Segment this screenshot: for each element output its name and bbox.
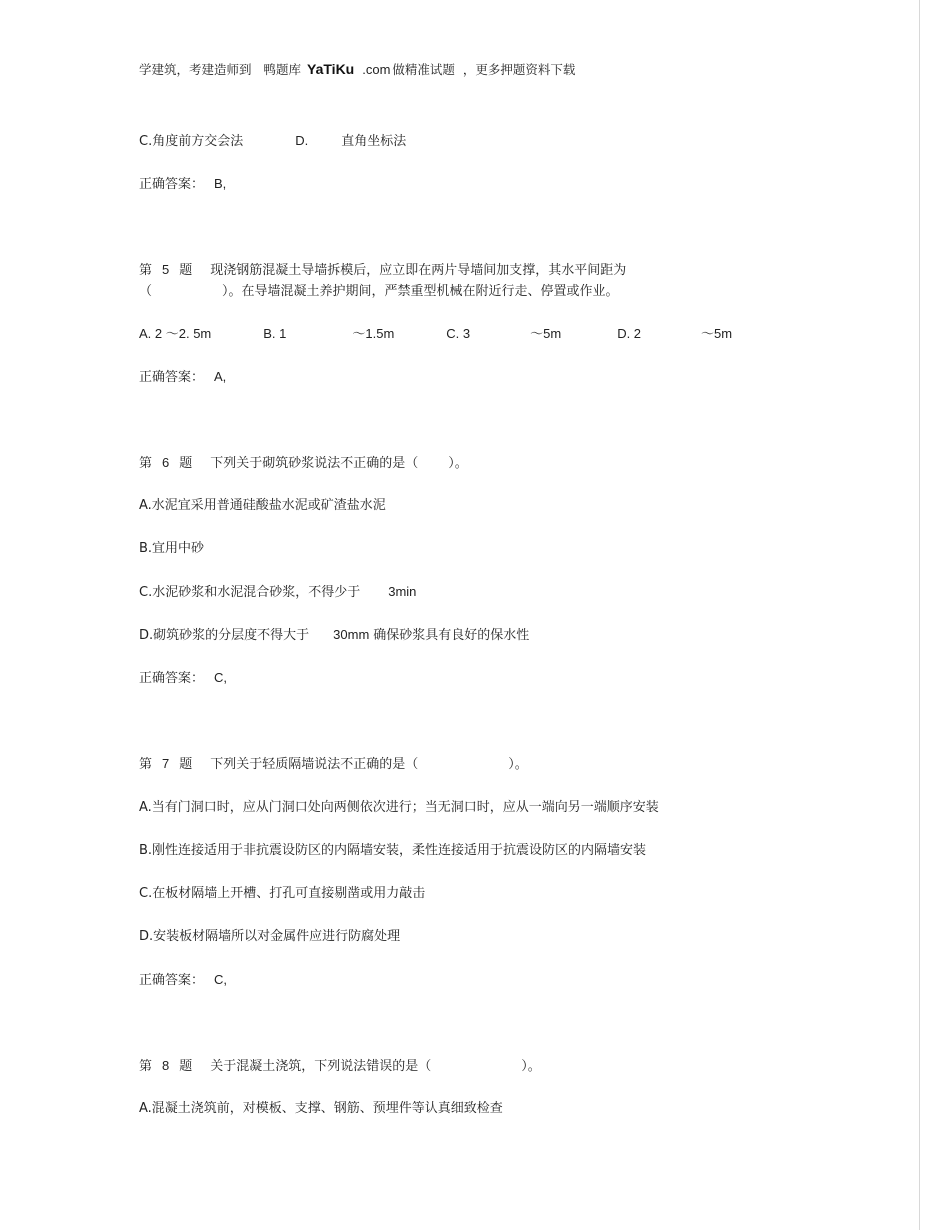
q6-answer-value: C, xyxy=(214,670,228,685)
header-tail: ，更多押题资料下载 xyxy=(462,62,576,77)
q7-stem xyxy=(139,755,528,774)
q8-number-suffix: 题 xyxy=(179,1059,193,1074)
q7-answer xyxy=(139,971,227,990)
q5-stem-rest: ）。在导墙混凝土养护期间，严禁重型机械在附近行走、停置或作业。 xyxy=(222,284,619,299)
q6-stem xyxy=(139,454,468,473)
header-brand: YaTiKu xyxy=(307,61,355,77)
q5-option-d-letter: D. 2 xyxy=(617,326,642,341)
q5-option-c-range: ～5m xyxy=(530,326,562,341)
q8-stem xyxy=(139,1057,541,1076)
page-edge xyxy=(919,0,920,1230)
q6-answer-label: 正确答案： xyxy=(139,671,205,686)
q4-option-d-letter: D. xyxy=(295,133,309,148)
q5-answer-value: A, xyxy=(214,369,227,384)
q6-option-c-value: 3min xyxy=(388,584,417,599)
q6-stem-text: 下列关于砌筑砂浆说法不正确的是（ xyxy=(210,456,419,471)
q8-number-label: 第 xyxy=(139,1059,153,1074)
header-slogan: 做精准试题 xyxy=(392,62,455,77)
q8-stem-text: 关于混凝土浇筑，下列说法错误的是（ xyxy=(210,1059,432,1074)
q5-option-d-range: ～5m xyxy=(701,326,733,341)
q5-stem-open: （ xyxy=(139,284,153,299)
q8-stem-close: ）。 xyxy=(521,1059,541,1074)
q4-answer-value: B, xyxy=(214,176,227,191)
q7-option-b: B.刚性连接适用于非抗震设防区的内隔墙安装，柔性连接适用于抗震设防区的内隔墙安装 xyxy=(139,843,647,858)
q4-options-cd xyxy=(139,132,406,151)
q6-option-d-text: D.砌筑砂浆的分层度不得大于 xyxy=(139,628,310,643)
q6-number-suffix: 题 xyxy=(179,456,193,471)
q7-option-d: D.安装板材隔墙所以对金属件应进行防腐处理 xyxy=(139,929,401,944)
header-site-name: 鸭题库 xyxy=(263,62,302,77)
q6-answer xyxy=(139,669,227,688)
q5-stem-line2 xyxy=(139,283,619,301)
q7-number-label: 第 xyxy=(139,757,153,772)
q6-option-d xyxy=(139,626,529,645)
q7-option-a: A.当有门洞口时，应从门洞口处向两侧依次进行；当无洞口时，应从一端向另一端顺序安装 xyxy=(139,800,659,815)
q4-option-d-text: 直角坐标法 xyxy=(341,134,407,149)
q8-option-a: A.混凝土浇筑前，对模板、支撑、钢筋、预埋件等认真细致检查 xyxy=(139,1101,503,1116)
q6-option-c-text: C.水泥砂浆和水泥混合砂浆，不得少于 xyxy=(139,585,361,600)
q6-option-d-value: 30mm xyxy=(333,627,370,642)
q5-answer xyxy=(139,368,226,387)
q7-option-c: C.在板材隔墙上开槽、打孔可直接剔凿或用力敲击 xyxy=(139,886,426,901)
q4-answer xyxy=(139,175,226,194)
q6-number-label: 第 xyxy=(139,456,153,471)
header-prefix: 学建筑，考建造师到 xyxy=(139,62,252,77)
q5-answer-label: 正确答案： xyxy=(139,370,205,385)
q6-option-a: A.水泥宜采用普通硅酸盐水泥或矿渣盐水泥 xyxy=(139,498,386,513)
q6-stem-close: ）。 xyxy=(448,456,468,471)
q7-stem-close: ）。 xyxy=(508,757,528,772)
q7-answer-value: C, xyxy=(214,972,228,987)
q5-number: 5 xyxy=(162,262,170,277)
q6-option-c xyxy=(139,583,416,602)
page-header xyxy=(139,60,575,79)
q4-answer-label: 正确答案： xyxy=(139,177,205,192)
q7-answer-label: 正确答案： xyxy=(139,973,205,988)
q5-option-c-letter: C. 3 xyxy=(446,326,471,341)
q5-option-a: A. 2 ～2. 5m xyxy=(139,326,212,341)
q7-number-suffix: 题 xyxy=(179,757,193,772)
q6-number: 6 xyxy=(162,455,170,470)
q8-number: 8 xyxy=(162,1058,170,1073)
q6-option-b: B.宜用中砂 xyxy=(139,541,205,556)
q7-stem-text: 下列关于轻质隔墙说法不正确的是（ xyxy=(210,757,419,772)
q5-number-label: 第 xyxy=(139,263,153,278)
q5-option-b-letter: B. 1 xyxy=(263,326,287,341)
q5-number-suffix: 题 xyxy=(179,263,193,278)
q5-stem-text: 现浇钢筋混凝土导墙拆模后，应立即在两片导墙间加支撑，其水平间距为 xyxy=(210,263,627,278)
q5-options xyxy=(139,325,732,343)
header-domain: .com xyxy=(362,62,391,77)
q5-stem-line1 xyxy=(139,261,626,280)
q5-option-b-range: ～1.5m xyxy=(352,326,395,341)
q6-option-d-rest: 确保砂浆具有良好的保水性 xyxy=(373,628,530,643)
q7-number: 7 xyxy=(162,756,170,771)
q4-option-c: C.角度前方交会法 xyxy=(139,134,244,149)
